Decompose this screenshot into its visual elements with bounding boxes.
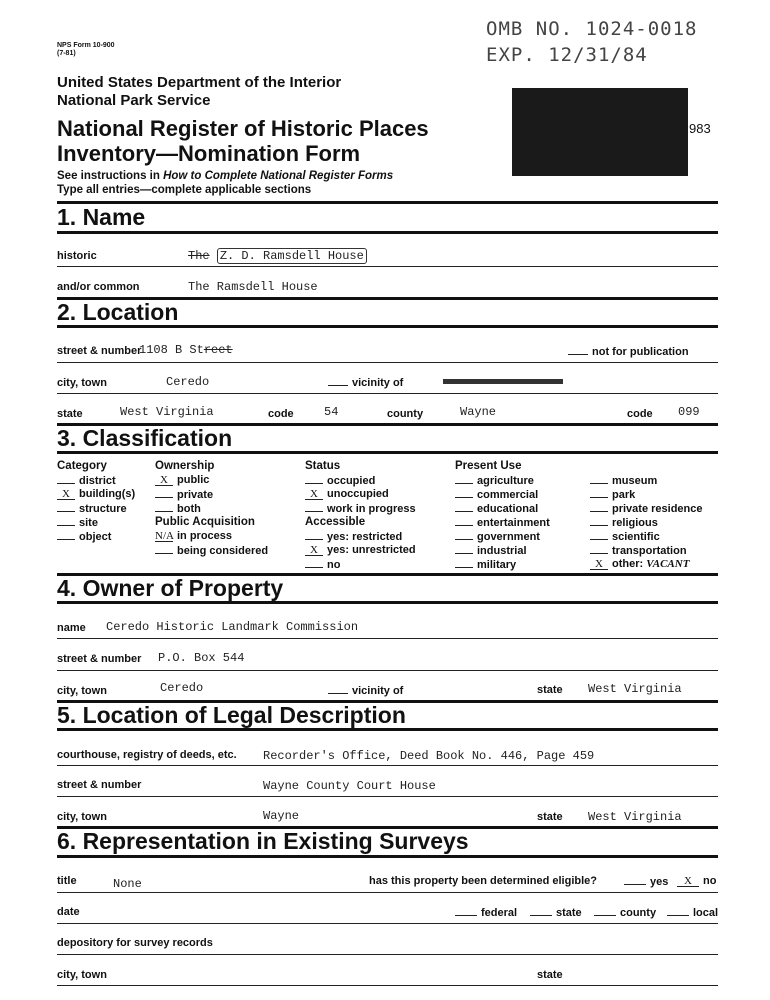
form-id-line1: NPS Form 10-900: [57, 42, 115, 49]
owner-state-value[interactable]: West Virginia: [588, 682, 682, 696]
redact-suffix-text: 983: [689, 121, 711, 136]
code-label: code: [268, 408, 294, 420]
owner-vicinity-label: vicinity of: [328, 684, 403, 697]
section1-rule-bottom: [57, 231, 718, 234]
legal-state-label: state: [537, 811, 563, 823]
category-object[interactable]: object: [57, 530, 111, 543]
survey-local[interactable]: local: [667, 906, 718, 919]
accessible-title: Accessible: [305, 516, 366, 528]
owner-street-line: [57, 670, 718, 671]
owner-street-label: street & number: [57, 653, 142, 665]
legal-street-value[interactable]: Wayne County Court House: [263, 779, 436, 793]
legal-street-label: street & number: [57, 779, 142, 791]
use-military[interactable]: military: [455, 558, 516, 571]
not-for-publication[interactable]: not for publication: [568, 345, 689, 358]
section6-heading: 6. Representation in Existing Surveys: [57, 828, 469, 854]
use-industrial[interactable]: industrial: [455, 544, 527, 557]
use-entertainment[interactable]: entertainment: [455, 516, 550, 529]
section2-rule-bottom: [57, 325, 718, 328]
form-id-line2: (7-81): [57, 50, 76, 57]
omb-stamp-line2: EXP. 12/31/84: [486, 44, 648, 66]
use-park[interactable]: park: [590, 488, 635, 501]
acquisition-being-considered[interactable]: being considered: [155, 544, 268, 557]
accessible-unrestricted[interactable]: X yes: unrestricted: [305, 544, 416, 556]
section3-rule-bottom: [57, 451, 718, 454]
use-religious[interactable]: religious: [590, 516, 658, 529]
acquisition-in-process[interactable]: N/A in process: [155, 530, 233, 542]
status-title: Status: [305, 460, 341, 472]
survey-county[interactable]: county: [594, 906, 656, 919]
common-label: and/or common: [57, 281, 140, 293]
use-educational[interactable]: educational: [455, 502, 538, 515]
code-value[interactable]: 54: [324, 405, 339, 419]
use-scientific[interactable]: scientific: [590, 530, 660, 543]
section4-rule-bottom: [57, 601, 718, 604]
survey-federal[interactable]: federal: [455, 906, 517, 919]
eligible-yes[interactable]: yes: [624, 875, 668, 888]
redacted-block: [512, 88, 688, 176]
omb-stamp-line1: OMB NO. 1024-0018: [486, 18, 698, 40]
status-work-in-progress[interactable]: work in progress: [305, 502, 416, 515]
owner-city-label: city, town: [57, 685, 107, 697]
street-value[interactable]: 1108 B Street: [139, 343, 233, 357]
owner-state-label: state: [537, 684, 563, 696]
street-line: [57, 362, 718, 363]
street-label: street & number: [57, 345, 142, 357]
owner-name-line: [57, 638, 718, 639]
common-value[interactable]: The Ramsdell House: [188, 280, 318, 294]
section1-rule-top: [57, 201, 718, 204]
survey-state[interactable]: state: [530, 906, 582, 919]
owner-street-value[interactable]: P.O. Box 544: [158, 651, 245, 665]
legal-street-line: [57, 796, 718, 797]
use-government[interactable]: government: [455, 530, 540, 543]
accessible-no[interactable]: no: [305, 558, 340, 571]
vicinity-label: vicinity of: [328, 376, 403, 389]
agency-line1: United States Department of the Interior: [57, 74, 342, 91]
other-value: VACANT: [646, 558, 690, 570]
use-museum[interactable]: museum: [590, 474, 657, 487]
public-acquisition-title: Public Acquisition: [155, 516, 255, 528]
historic-value[interactable]: The Z. D. Ramsdell House: [188, 249, 367, 263]
depository-label: depository for survey records: [57, 937, 213, 949]
courthouse-value[interactable]: Recorder's Office, Deed Book No. 446, Page 459: [263, 749, 595, 763]
state-label: state: [57, 408, 83, 420]
survey-city-label: city, town: [57, 969, 107, 981]
survey-city-line: [57, 985, 718, 986]
use-transportation[interactable]: transportation: [590, 544, 687, 557]
category-structure[interactable]: structure: [57, 502, 127, 515]
section1-heading: 1. Name: [57, 204, 146, 230]
depository-line: [57, 954, 718, 955]
agency-line2: National Park Service: [57, 92, 211, 109]
city-value[interactable]: Ceredo: [166, 375, 210, 389]
eligible-no[interactable]: X no: [677, 875, 716, 887]
category-site[interactable]: site: [57, 516, 98, 529]
county-value[interactable]: Wayne: [460, 405, 497, 419]
survey-date-line: [57, 923, 718, 924]
instructions-line1: See instructions in How to Complete National Register Forms: [57, 170, 394, 182]
present-use-title: Present Use: [455, 460, 522, 472]
section3-heading: 3. Classification: [57, 425, 233, 451]
vicinity-scribble: [443, 379, 563, 384]
section5-heading: 5. Location of Legal Description: [57, 702, 406, 728]
owner-city-value[interactable]: Ceredo: [160, 681, 204, 695]
owner-name-value[interactable]: Ceredo Historic Landmark Commission: [106, 620, 359, 634]
category-buildings[interactable]: X building(s): [57, 488, 135, 500]
category-district[interactable]: district: [57, 474, 116, 487]
historic-label: historic: [57, 250, 97, 262]
ownership-title: Ownership: [155, 460, 215, 472]
use-private-residence[interactable]: private residence: [590, 502, 703, 515]
section4-heading: 4. Owner of Property: [57, 575, 284, 601]
form-title-line2: Inventory—Nomination Form: [57, 141, 361, 166]
status-unoccupied[interactable]: X unoccupied: [305, 488, 389, 500]
use-other[interactable]: X other: VACANT: [590, 558, 689, 570]
form-title-line1: National Register of Historic Places: [57, 116, 429, 141]
category-title: Category: [57, 460, 107, 472]
instructions-line2: Type all entries—complete applicable sections: [57, 184, 312, 196]
survey-title-value[interactable]: None: [113, 877, 142, 891]
survey-state-label: state: [537, 969, 563, 981]
city-label: city, town: [57, 377, 107, 389]
ownership-both[interactable]: both: [155, 502, 201, 515]
ownership-public[interactable]: X public: [155, 474, 209, 486]
state-value[interactable]: West Virginia: [120, 405, 214, 419]
use-commercial[interactable]: commercial: [455, 488, 538, 501]
historic-line: [57, 266, 718, 267]
section6-rule-bottom: [57, 855, 718, 858]
section5-rule-bottom: [57, 728, 718, 731]
status-occupied[interactable]: occupied: [305, 474, 375, 487]
code2-value[interactable]: 099: [678, 405, 700, 419]
survey-title-label: title: [57, 875, 77, 887]
legal-city-value[interactable]: Wayne: [263, 809, 300, 823]
survey-title-line: [57, 892, 718, 893]
county-label: county: [387, 408, 424, 420]
city-line: [57, 393, 718, 394]
courthouse-line: [57, 765, 718, 766]
accessible-restricted[interactable]: yes: restricted: [305, 530, 402, 543]
owner-name-label: name: [57, 622, 86, 634]
ownership-private[interactable]: private: [155, 488, 213, 501]
legal-city-label: city, town: [57, 811, 107, 823]
section2-heading: 2. Location: [57, 299, 179, 325]
use-agriculture[interactable]: agriculture: [455, 474, 534, 487]
survey-date-label: date: [57, 906, 80, 918]
code2-label: code: [627, 408, 653, 420]
courthouse-label: courthouse, registry of deeds, etc.: [57, 749, 237, 761]
eligible-question: has this property been determined eligible?: [369, 875, 597, 887]
legal-state-value[interactable]: West Virginia: [588, 810, 682, 824]
